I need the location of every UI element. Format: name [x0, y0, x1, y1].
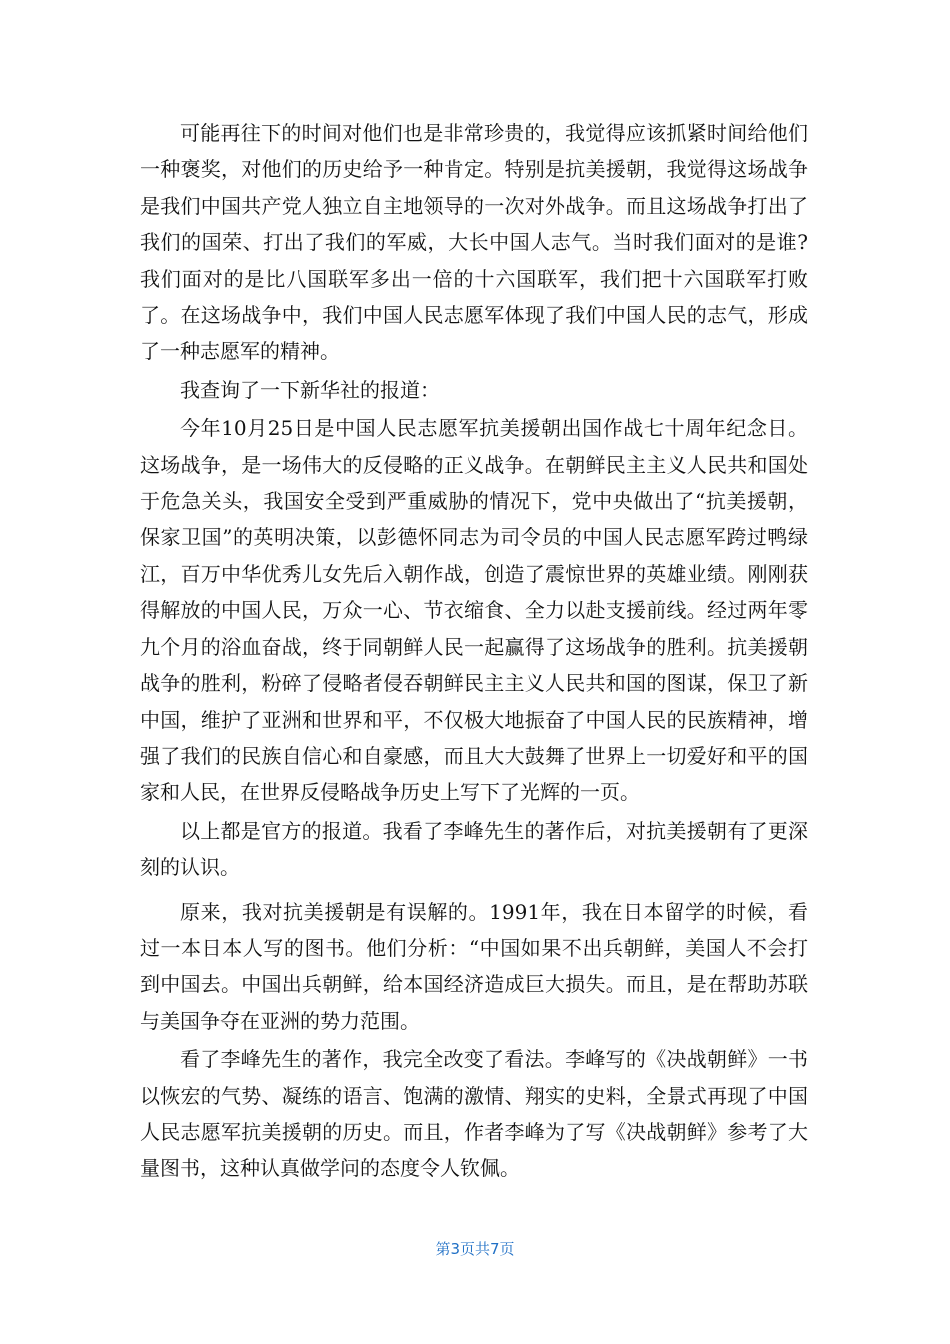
page-number-footer: 第3页共7页 — [435, 1240, 515, 1258]
paragraph: 原来，我对抗美援朝是有误解的。1991年，我在日本留学的时候，看过一本日本人写的图书。他们分析：“中国如果不出兵朝鲜，美国人不会打到中国去。中国出兵朝鲜，给本国经济造成巨大损失。而且，是在帮助苏联与美国争夺在亚洲的势力范围。 — [140, 899, 808, 1033]
paragraph: 今年10月25日是中国人民志愿军抗美援朝出国作战七十周年纪念日。这场战争，是一场伟大的反侵略的正义战争。在朝鲜民主主义人民共和国处于危急关头，我国安全受到严重威胁的情况下，党中央做出了“抗美援朝，保家卫国”的英明决策，以彭德怀同志为司令员的中国人民志愿军跨过鸭绿江，百万中华优秀儿女先后入朝作战，创造了震惊世界的英雄业绩。刚刚获得解放的中国人民，万众一心、节衣缩食、全力以赴支援前线。经过两年零九个月的浴血奋战，终于同朝鲜人民一起赢得了这场战争的胜利。抗美援朝战争的胜利，粉碎了侵略者侵吞朝鲜民主主义人民共和国的图谋，保卫了新中国，维护了亚洲和世界和平，不仅极大地振奋了中国人民的民族精神，增强了我们的民族自信心和自豪感，而且大大鼓舞了世界上一切爱好和平的国家和人民，在世界反侵略战争历史上写下了光辉的一页。 — [140, 416, 808, 805]
paragraph: 以上都是官方的报道。我看了李峰先生的著作后，对抗美援朝有了更深刻的认识。 — [140, 818, 808, 880]
paragraph: 我查询了一下新华社的报道： — [180, 377, 440, 402]
document-body — [140, 115, 808, 1187]
paragraph: 可能再往下的时间对他们也是非常珍贵的，我觉得应该抓紧时间给他们一种褒奖，对他们的历史给予一种肯定。特别是抗美援朝，我觉得这场战争是我们中国共产党人独立自主地领导的一次对外战争。而且这场战争打出了我们的国荣、打出了我们的军威，大长中国人志气。当时我们面对的是谁?我们面对的是比八国联军多出一倍的十六国联军，我们把十六国联军打败了。在这场战争中，我们中国人民志愿军体现了我们中国人民的志气，形成了一种志愿军的精神。 — [140, 121, 808, 364]
paragraph: 看了李峰先生的著作，我完全改变了看法。李峰写的《决战朝鲜》一书以恢宏的气势、凝练的语言、饱满的激情、翔实的史料，全景式再现了中国人民志愿军抗美援朝的历史。而且，作者李峰为了写《决战朝鲜》参考了大量图书，这种认真做学问的态度令人钦佩。 — [140, 1047, 808, 1181]
